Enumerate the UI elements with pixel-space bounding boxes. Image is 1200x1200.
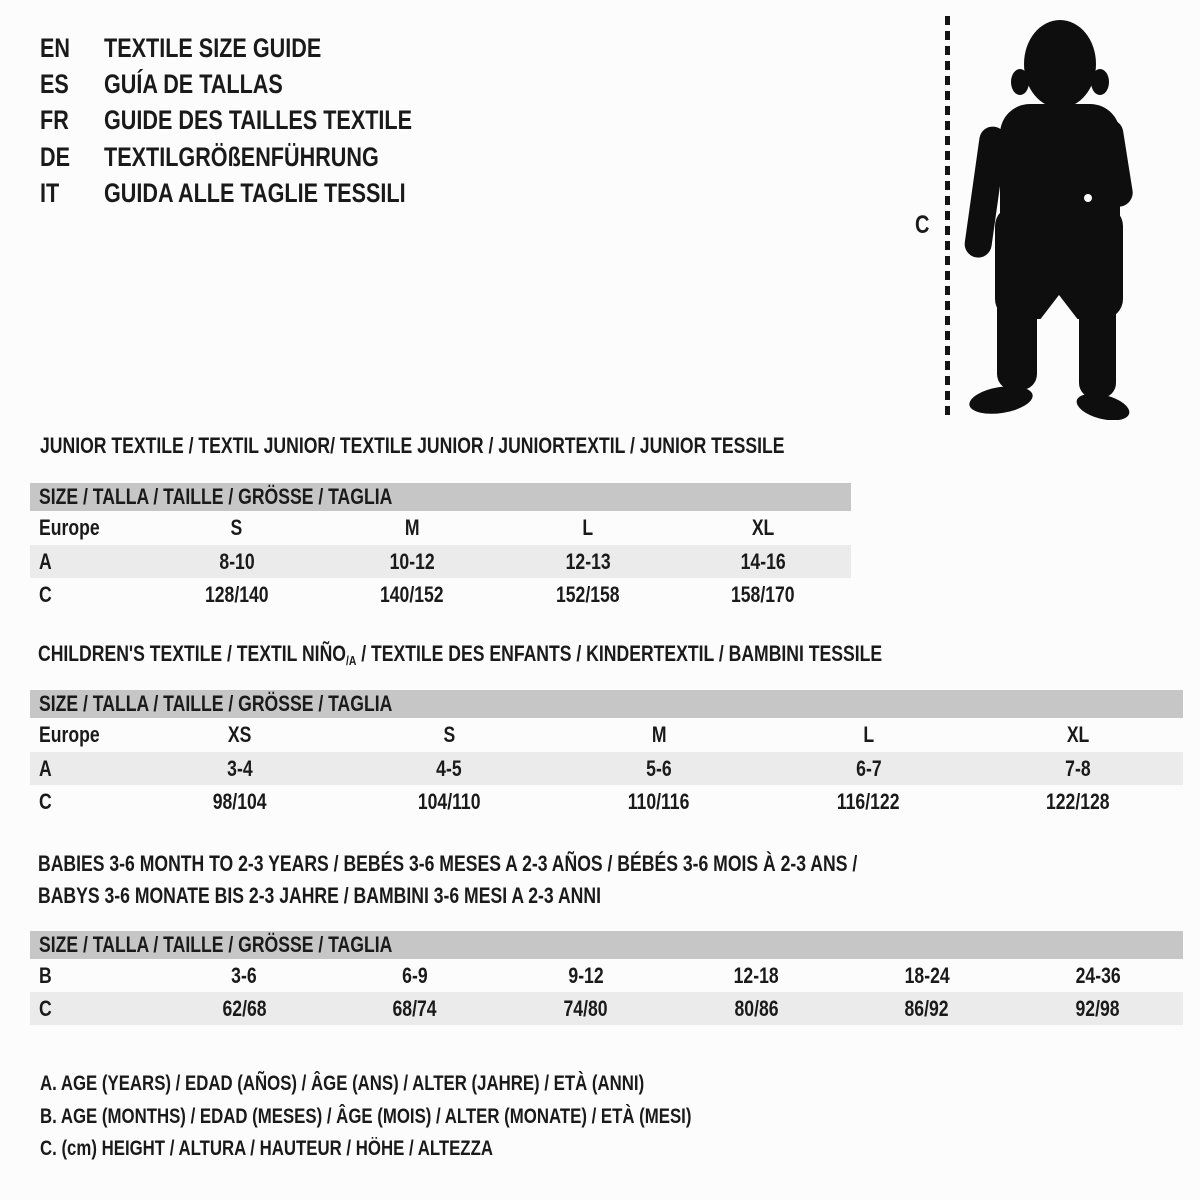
height-measure-label: C bbox=[915, 211, 930, 239]
table-row-height bbox=[30, 578, 851, 611]
table-cell: 158/170 bbox=[731, 581, 796, 607]
table-cell: 98/104 bbox=[212, 788, 267, 814]
column-header: L bbox=[582, 515, 594, 540]
language-row-fr bbox=[40, 103, 489, 139]
legend-line-a: A. AGE (YEARS) / EDAD (AÑOS) / ÂGE (ANS) / ALTER (JAHRE) / ETÀ (ANNI) bbox=[40, 1072, 645, 1096]
column-header: M bbox=[404, 515, 420, 540]
column-header: S bbox=[230, 515, 243, 540]
table-cell: 80/86 bbox=[734, 995, 779, 1021]
region-label: Europe bbox=[39, 722, 100, 747]
children-section-heading: CHILDREN'S TEXTILE / TEXTIL NIÑO/A / TEXTILE DES ENFANTS / KINDERTEXTIL / BAMBINI TESSILE bbox=[38, 641, 883, 668]
heading-subscript: /A bbox=[345, 653, 357, 668]
row-label: B bbox=[39, 962, 52, 988]
guide-title-it: GUIDA ALLE TAGLIE TESSILI bbox=[104, 178, 406, 209]
language-code: ES bbox=[40, 69, 69, 100]
babies-section-heading-line2: BABYS 3-6 MONATE BIS 2-3 JAHRE / BAMBINI 3-6 MESI A 2-3 ANNI bbox=[38, 883, 601, 908]
junior-columns-row bbox=[30, 511, 851, 545]
column-header: S bbox=[443, 722, 456, 747]
table-row-height bbox=[30, 992, 1183, 1025]
table-cell: 7-8 bbox=[1065, 755, 1091, 781]
legend-line-b: B. AGE (MONTHS) / EDAD (MESES) / ÂGE (MOIS) / ALTER (MONATE) / ETÀ (MESI) bbox=[40, 1104, 692, 1128]
babies-size-table bbox=[30, 931, 1183, 1025]
silhouette-head bbox=[1024, 20, 1096, 108]
table-cell: 86/92 bbox=[904, 995, 950, 1021]
language-title-list bbox=[40, 30, 489, 212]
region-label: Europe bbox=[39, 515, 100, 540]
toddler-silhouette-image bbox=[962, 14, 1144, 420]
language-row-es bbox=[40, 66, 489, 102]
junior-size-table bbox=[30, 483, 851, 611]
table-cell: 140/152 bbox=[380, 581, 445, 607]
column-header: L bbox=[863, 722, 874, 747]
babies-section-heading-line1: BABIES 3-6 MONTH TO 2-3 YEARS / BEBÉS 3-6 MESES A 2-3 AÑOS / BÉBÉS 3-6 MOIS À 2-3 ANS / bbox=[38, 851, 858, 876]
table-row-age bbox=[30, 545, 851, 578]
table-cell: 5-6 bbox=[646, 755, 672, 781]
table-cell: 3-6 bbox=[231, 962, 258, 988]
table-cell: 24-36 bbox=[1075, 962, 1121, 988]
table-cell: 3-4 bbox=[227, 755, 253, 781]
height-measure-line bbox=[945, 16, 950, 417]
size-header-bar: SIZE / TALLA / TAILLE / GRÖSSE / TAGLIA bbox=[30, 931, 1183, 959]
language-code: EN bbox=[40, 32, 71, 63]
language-code: FR bbox=[40, 105, 69, 136]
children-size-table bbox=[30, 690, 1183, 818]
silhouette-arm-gap bbox=[1084, 194, 1092, 202]
row-label: C bbox=[39, 788, 52, 814]
column-header: M bbox=[651, 722, 667, 747]
table-cell: 9-12 bbox=[568, 962, 604, 988]
row-label: C bbox=[39, 995, 52, 1021]
guide-title-fr: GUIDE DES TAILLES TEXTILE bbox=[104, 105, 413, 136]
table-cell: 18-24 bbox=[904, 962, 950, 988]
size-header-bar: SIZE / TALLA / TAILLE / GRÖSSE / TAGLIA bbox=[30, 690, 1183, 718]
guide-title-en: TEXTILE SIZE GUIDE bbox=[104, 32, 322, 63]
guide-title-es: GUÍA DE TALLAS bbox=[104, 69, 283, 100]
table-cell: 62/68 bbox=[222, 995, 267, 1021]
table-cell: 12-18 bbox=[733, 962, 779, 988]
table-cell: 104/110 bbox=[418, 788, 481, 814]
row-label: A bbox=[39, 755, 52, 781]
silhouette-left-ear bbox=[1011, 69, 1029, 95]
table-cell: 116/122 bbox=[837, 788, 900, 814]
table-cell: 122/128 bbox=[1046, 788, 1110, 814]
table-cell: 6-9 bbox=[402, 962, 428, 988]
row-label: C bbox=[39, 581, 52, 607]
guide-title-de: TEXTILGRÖßENFÜHRUNG bbox=[104, 141, 379, 172]
row-label: A bbox=[39, 548, 52, 574]
measure-legend bbox=[40, 1068, 854, 1166]
table-row-age bbox=[30, 752, 1183, 785]
junior-section-heading: JUNIOR TEXTILE / TEXTIL JUNIOR/ TEXTILE JUNIOR / JUNIORTEXTIL / JUNIOR TESSILE bbox=[40, 433, 785, 458]
silhouette-right-leg bbox=[1079, 280, 1116, 398]
column-header: XL bbox=[752, 515, 775, 540]
table-cell: 128/140 bbox=[204, 581, 269, 607]
language-row-it bbox=[40, 176, 489, 212]
language-row-en bbox=[40, 30, 489, 66]
table-cell: 74/80 bbox=[563, 995, 608, 1021]
table-cell: 92/98 bbox=[1075, 995, 1120, 1021]
table-row-height bbox=[30, 785, 1183, 818]
legend-line-c: C. (cm) HEIGHT / ALTURA / HAUTEUR / HÖHE / ALTEZZA bbox=[40, 1137, 493, 1161]
size-header-bar: SIZE / TALLA / TAILLE / GRÖSSE / TAGLIA bbox=[30, 483, 851, 511]
children-columns-row bbox=[30, 718, 1183, 752]
column-header: XS bbox=[228, 722, 252, 747]
language-code: IT bbox=[40, 178, 60, 209]
language-code: DE bbox=[40, 141, 71, 172]
table-cell: 68/74 bbox=[392, 995, 438, 1021]
table-row-months bbox=[30, 959, 1183, 992]
table-cell: 12-13 bbox=[565, 548, 611, 574]
silhouette-right-ear bbox=[1091, 69, 1109, 95]
table-cell: 152/158 bbox=[555, 581, 620, 607]
table-cell: 8-10 bbox=[219, 548, 255, 574]
table-cell: 4-5 bbox=[436, 755, 463, 781]
table-cell: 14-16 bbox=[740, 548, 786, 574]
column-header: XL bbox=[1066, 722, 1090, 747]
silhouette-left-leg bbox=[997, 280, 1037, 390]
language-row-de bbox=[40, 139, 489, 175]
table-cell: 6-7 bbox=[855, 755, 882, 781]
table-cell: 10-12 bbox=[389, 548, 435, 574]
table-cell: 110/116 bbox=[628, 788, 690, 814]
